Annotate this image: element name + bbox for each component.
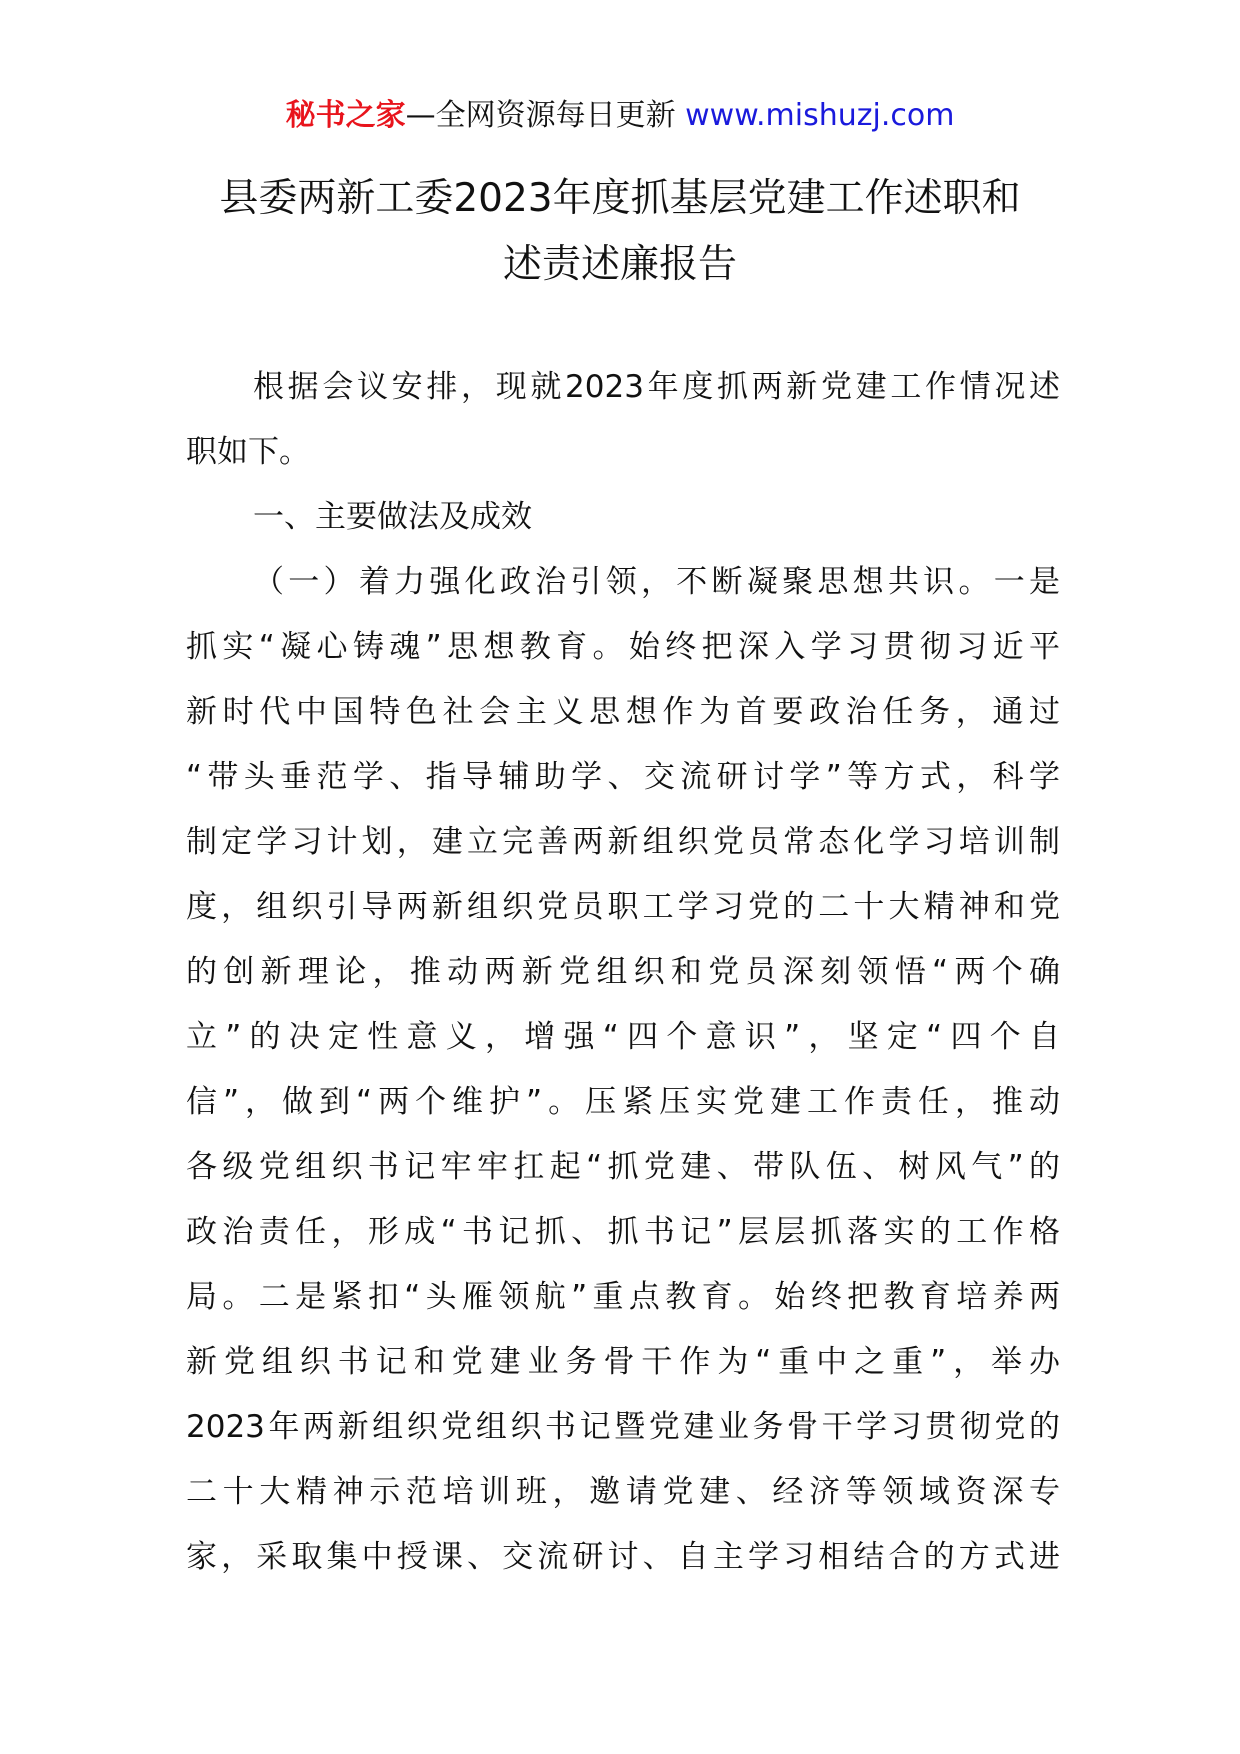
paragraph-line: 的创新理论，推动两新党组织和党员深刻领悟“两个确 — [186, 954, 1060, 990]
paragraph-line: 政治责任，形成“书记抓、抓书记”层层抓落实的工作格 — [186, 1214, 1060, 1250]
paragraph-line: 局。二是紧扣“头雁领航”重点教育。始终把教育培养两 — [186, 1279, 1060, 1315]
paragraph-line: 新党组织书记和党建业务骨干作为“重中之重”，举办 — [186, 1344, 1060, 1380]
website-link[interactable]: www.mishuzj.com — [685, 98, 955, 133]
paragraph-line: 家，采取集中授课、交流研讨、自主学习相结合的方式进 — [186, 1539, 1060, 1575]
intro-line: 职如下。 — [186, 434, 310, 470]
header-slogan: —全网资源每日更新 — [405, 98, 676, 133]
brand-name: 秘书之家 — [285, 98, 406, 133]
paragraph-line: 新时代中国特色社会主义思想作为首要政治任务，通过 — [186, 694, 1060, 730]
paragraph-line: 立”的决定性意义，增强“四个意识”，坚定“四个自 — [186, 1019, 1060, 1055]
paragraph-line: 2023年两新组织党组织书记暨党建业务骨干学习贯彻党的 — [186, 1409, 1060, 1445]
paragraph-line: 抓实“凝心铸魂”思想教育。始终把深入学习贯彻习近平 — [186, 629, 1060, 665]
paragraph-line: 二十大精神示范培训班，邀请党建、经济等领域资深专 — [186, 1474, 1060, 1510]
paragraph-line: 制定学习计划，建立完善两新组织党员常态化学习培训制 — [186, 824, 1060, 860]
paragraph-line: 信”，做到“两个维护”。压紧压实党建工作责任，推动 — [186, 1084, 1060, 1120]
watermark-header — [0, 98, 1240, 134]
document-body — [186, 355, 1060, 1590]
paragraph-line: 各级党组织书记牢牢扛起“抓党建、带队伍、树风气”的 — [186, 1149, 1060, 1185]
paragraph-line: 度，组织引导两新组织党员职工学习党的二十大精神和党 — [186, 889, 1060, 925]
paragraph-line: “带头垂范学、指导辅助学、交流研讨学”等方式，科学 — [186, 759, 1060, 795]
title-line-1: 县委两新工委2023年度抓基层党建工作述职和 — [219, 176, 1021, 221]
intro-line: 根据会议安排，现就2023年度抓两新党建工作情况述 — [253, 369, 1060, 405]
section-heading: 一、主要做法及成效 — [253, 499, 532, 535]
paragraph-line: （一）着力强化政治引领，不断凝聚思想共识。一是 — [253, 564, 1060, 600]
document-title — [150, 166, 1090, 298]
title-line-2: 述责述廉报告 — [502, 242, 737, 287]
